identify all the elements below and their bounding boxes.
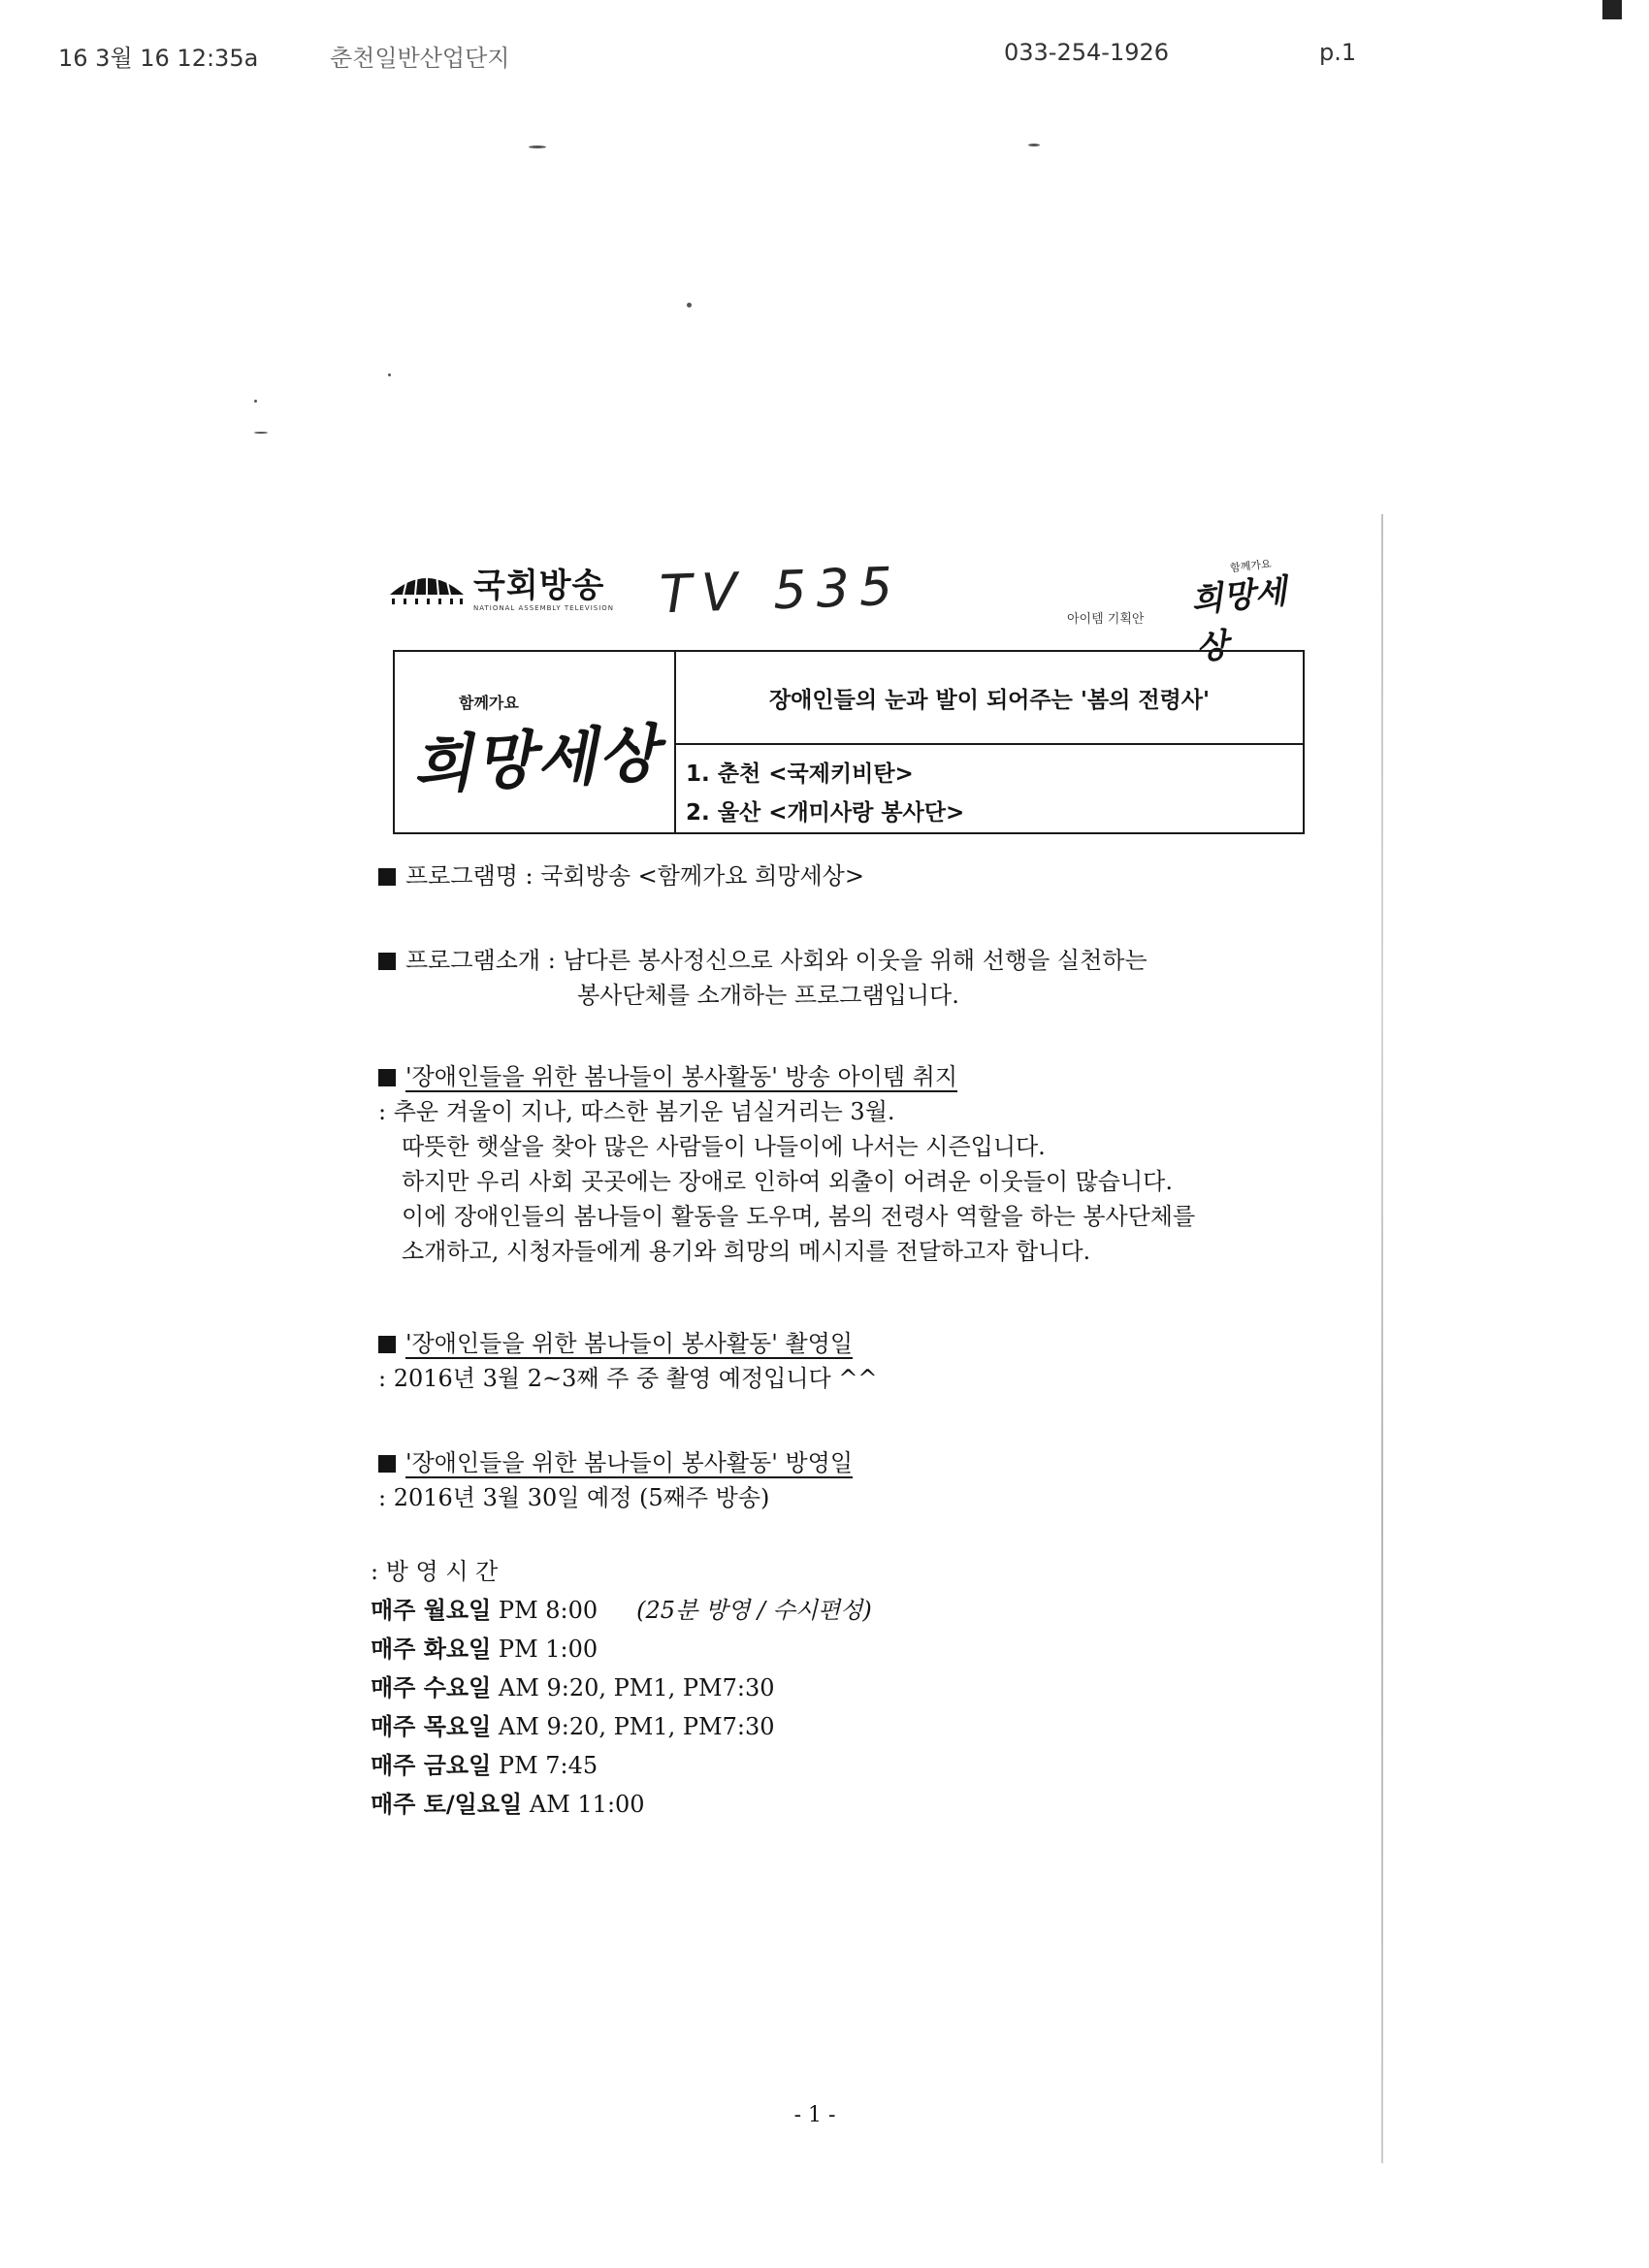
schedule-time: PM 7:45 xyxy=(498,1752,598,1779)
logo-row xyxy=(388,555,1319,668)
purpose-line: 따뜻한 햇살을 찾아 많은 사람들이 나들이에 나서는 시즌입니다. xyxy=(402,1133,1046,1160)
air-text: : 2016년 3월 30일 예정 (5째주 방송) xyxy=(378,1484,770,1511)
schedule-note: (25분 방영 / 수시편성) xyxy=(636,1597,872,1624)
bullet-square xyxy=(378,868,396,886)
title-item: 2. 울산 <개미사랑 봉사단> xyxy=(686,800,965,826)
planner-label: 아이템 기획안 xyxy=(1067,612,1145,627)
purpose-section xyxy=(378,1059,1348,1269)
fax-page: p.1 xyxy=(1319,39,1357,66)
schedule-day: 매주 수요일 xyxy=(371,1674,492,1701)
shoot-heading: '장애인들을 위한 봄나들이 봉사활동' 촬영일 xyxy=(405,1330,854,1357)
program-intro-line: 봉사단체를 소개하는 프로그램입니다. xyxy=(577,982,959,1009)
small-program-logo: 희망세상 xyxy=(1189,571,1289,668)
program-logo-cell xyxy=(395,652,676,832)
schedule-row xyxy=(371,1591,872,1630)
schedule-row xyxy=(371,1669,872,1707)
broadcaster-name: 국회방송 xyxy=(473,567,605,605)
scan-speck xyxy=(254,400,257,403)
fax-header xyxy=(58,39,1377,78)
shoot-date-section xyxy=(378,1326,1348,1396)
schedule-row xyxy=(371,1707,872,1746)
program-name-section xyxy=(378,859,1348,893)
program-logo-top: 함께가요 xyxy=(459,694,519,712)
purpose-line: 하지만 우리 사회 곳곳에는 장애로 인하여 외출이 어려운 이웃들이 많습니다. xyxy=(402,1168,1173,1195)
bullet-square xyxy=(378,1455,396,1473)
small-program-logo-top: 함께가요 xyxy=(1229,557,1273,575)
title-item: 1. 춘천 <국제키비탄> xyxy=(686,761,914,787)
schedule-row xyxy=(371,1746,872,1785)
schedule-row xyxy=(371,1785,872,1824)
shoot-text: : 2016년 3월 2~3째 주 중 촬영 예정입니다 ^^ xyxy=(378,1365,878,1392)
schedule-day: 매주 목요일 xyxy=(371,1713,492,1740)
fax-sender: 춘천일반산업단지 xyxy=(330,45,510,72)
scan-speck xyxy=(1028,144,1040,146)
program-intro-section xyxy=(378,943,1348,1013)
schedule-day: 매주 월요일 xyxy=(371,1597,492,1624)
bullet-square xyxy=(378,1336,396,1353)
schedule-day: 매주 금요일 xyxy=(371,1752,492,1779)
program-intro-line: 프로그램소개 : 남다른 봉사정신으로 사회와 이웃을 위해 선행을 실천하는 xyxy=(405,947,1148,974)
schedule-time: AM 11:00 xyxy=(529,1791,645,1818)
program-name: 프로그램명 : 국회방송 <함께가요 희망세상> xyxy=(405,862,864,890)
broadcaster-subtitle: NATIONAL ASSEMBLY TELEVISION xyxy=(473,604,615,612)
scan-corner-mark xyxy=(1602,0,1622,19)
broadcast-schedule xyxy=(371,1552,872,1824)
purpose-line: 이에 장애인들의 봄나들이 활동을 도우며, 봄의 전령사 역할을 하는 봉사단체를 xyxy=(402,1203,1196,1230)
title-box xyxy=(393,650,1305,834)
bullet-square xyxy=(378,1069,396,1086)
bullet-square xyxy=(378,953,396,970)
scan-speck xyxy=(687,303,692,308)
air-date-section xyxy=(378,1445,1348,1515)
scan-edge-line xyxy=(1381,514,1383,2163)
scan-speck xyxy=(529,146,546,148)
purpose-line: : 추운 겨울이 지나, 따스한 봄기운 넘실거리는 3월. xyxy=(378,1098,895,1125)
title-items xyxy=(676,745,1303,832)
purpose-line: 소개하고, 시청자들에게 용기와 희망의 메시지를 전달하고자 합니다. xyxy=(402,1238,1091,1265)
schedule-time: AM 9:20, PM1, PM7:30 xyxy=(498,1713,775,1740)
schedule-day: 매주 토/일요일 xyxy=(371,1791,523,1818)
schedule-heading: : 방 영 시 간 xyxy=(371,1558,499,1585)
schedule-time: PM 8:00 xyxy=(498,1597,598,1624)
broadcaster-dome-icon xyxy=(388,567,466,606)
title-cell xyxy=(676,652,1303,832)
broadcaster-logo xyxy=(388,567,614,612)
fax-phone: 033-254-1926 xyxy=(1004,39,1170,66)
fax-datetime: 16 3월 16 12:35a xyxy=(58,45,259,72)
scan-speck xyxy=(388,373,391,376)
air-heading: '장애인들을 위한 봄나들이 봉사활동' 방영일 xyxy=(405,1449,854,1476)
schedule-row xyxy=(371,1630,872,1669)
scan-speck xyxy=(254,432,268,434)
schedule-time: AM 9:20, PM1, PM7:30 xyxy=(498,1674,775,1701)
document-title: 장애인들의 눈과 발이 되어주는 '봄의 전령사' xyxy=(676,652,1303,745)
schedule-time: PM 1:00 xyxy=(498,1636,598,1663)
purpose-heading: '장애인들을 위한 봄나들이 봉사활동' 방송 아이템 취지 xyxy=(405,1063,958,1090)
page-number: - 1 - xyxy=(793,2103,836,2127)
handwritten-note: TV 535 xyxy=(658,555,904,626)
schedule-day: 매주 화요일 xyxy=(371,1636,492,1663)
program-logo: 희망세상 xyxy=(410,717,663,803)
